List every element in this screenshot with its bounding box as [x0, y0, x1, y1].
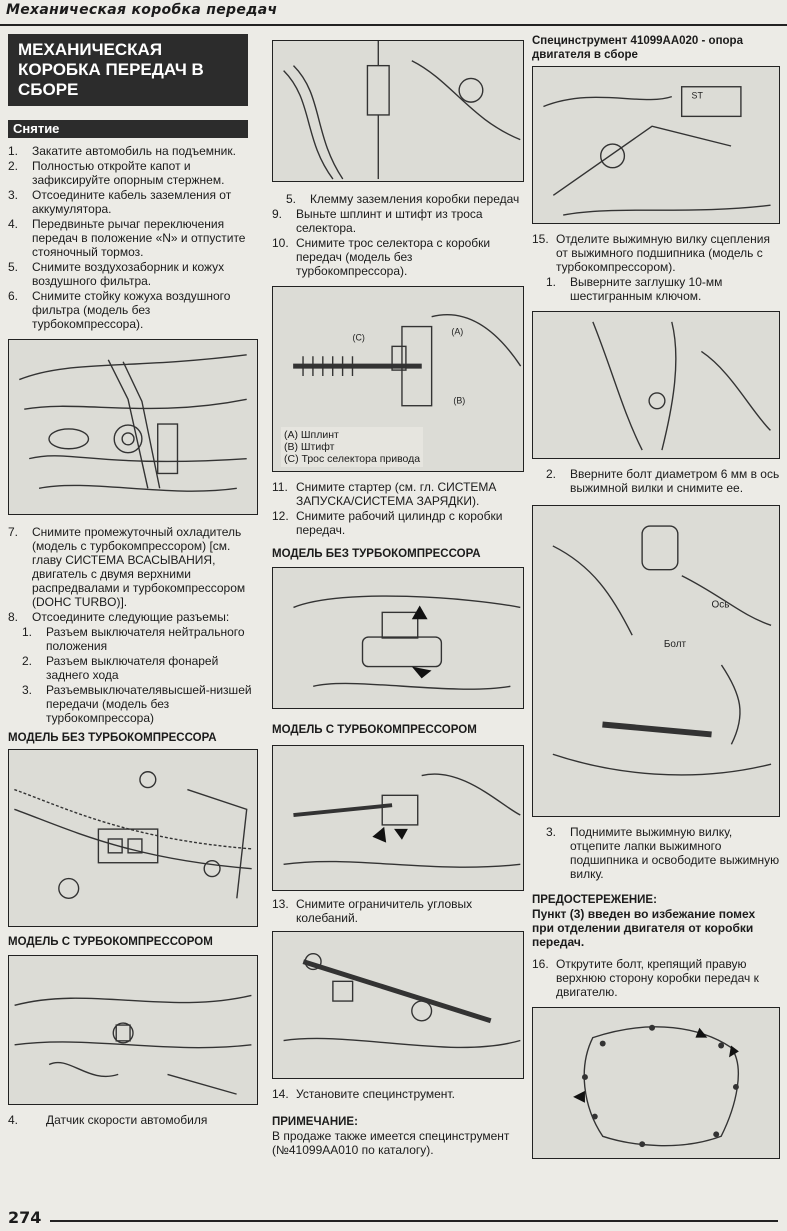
steps-list-4	[272, 192, 524, 278]
heading-turbo-2: МОДЕЛЬ С ТУРБОКОМПРЕССОРОМ	[272, 724, 477, 736]
list-item: 10. Снимите трос селектора с коробки передач (модель без турбокомпрессора).	[272, 236, 491, 278]
list-item: 14. Установите специнструмент.	[272, 1087, 455, 1101]
list-item: 2. Полностью откройте капот и зафиксируйте опорным стержнем.	[8, 159, 225, 187]
fork-shaft-illustration	[533, 506, 779, 816]
figure-selector-cable	[272, 286, 524, 472]
steps-list-2	[8, 525, 258, 624]
connectors-illustration	[9, 750, 257, 926]
cylinder-turbo-illustration	[273, 746, 523, 890]
list-item: 13. Снимите ограничитель угловых колебаний.	[272, 897, 473, 925]
heading-no-turbo-2: МОДЕЛЬ БЕЗ ТУРБОКОМПРЕССОРА	[272, 548, 481, 560]
list-item: 1. Выверните заглушку 10-мм шестигранным ключом.	[546, 275, 723, 303]
steps-list-9	[532, 957, 780, 999]
steps-list-3	[8, 1113, 258, 1127]
figure-special-tool	[532, 66, 780, 224]
list-item: 7. Снимите промежуточный охладитель (модель с турбокомпрессором) [см. главу СИСТЕМА ВСАСЫВАНИЯ, двигатель с двумя верхними распредвалами и турбокомпрессором (DOHC TURBO)].	[8, 525, 246, 609]
tool-caption: Специнструмент 41099AA020 - опора двигателя в сборе	[532, 35, 743, 61]
engine-bay-illustration	[9, 340, 257, 514]
figure-ground-terminal	[272, 40, 524, 182]
label-axis: Ось	[711, 599, 730, 611]
list-item: 2. Вверните болт диаметром 6 мм в ось выжимной вилки и снимите ее.	[546, 467, 780, 495]
page-header	[0, 0, 787, 26]
fig-label-b: (B)	[453, 395, 466, 406]
plug-illustration	[533, 312, 779, 458]
sub-steps-list	[22, 625, 258, 725]
list-item: 16. Открутите болт, крепящий правую верхнюю сторону коробки передач к двигателю.	[532, 957, 759, 999]
steps-list-6	[272, 897, 524, 925]
figure-speed-sensor	[8, 955, 258, 1105]
fig-label-a: (A)	[451, 326, 464, 337]
figure-connectors-no-turbo	[8, 749, 258, 927]
page-footer	[0, 1208, 787, 1231]
figure-pitching-stopper	[272, 931, 524, 1079]
footer-rule	[50, 1220, 778, 1222]
fig-label-st: ST	[691, 90, 703, 101]
figure-upper-bolt	[532, 1007, 780, 1159]
steps-list-8	[532, 232, 780, 274]
note-title: ПРИМЕЧАНИЕ:	[272, 1116, 358, 1128]
fig-label-c: (C)	[352, 332, 365, 343]
column-3	[532, 34, 780, 1159]
sub-steps-2	[546, 467, 780, 495]
figure-plug	[532, 311, 780, 459]
heading-no-turbo: МОДЕЛЬ БЕЗ ТУРБОКОМПРЕССОРА	[8, 732, 217, 744]
list-item: 4. Датчик скорости автомобиля	[8, 1113, 208, 1127]
figure-fork-shaft	[532, 505, 780, 817]
note-text: В продаже также имеется специнструмент (№41099AA010 по каталогу).	[272, 1129, 510, 1157]
ground-terminal-illustration	[273, 41, 523, 181]
list-item: 1. Разъем выключателя нейтрального положения	[22, 625, 245, 653]
speed-sensor-illustration	[9, 956, 257, 1104]
list-item: 3. Отсоедините кабель заземления от аккумулятора.	[8, 188, 232, 216]
steps-list-1	[8, 144, 258, 331]
upper-bolt-illustration	[533, 1008, 779, 1158]
list-item: 5. Клемму заземления коробки передач	[286, 192, 520, 206]
label-bolt: Болт	[663, 639, 687, 651]
sub-steps-3	[546, 825, 780, 881]
list-item: 8. Отсоедините следующие разъемы:	[8, 610, 230, 624]
sub-steps-1	[546, 275, 780, 303]
list-item: 15. Отделите выжимную вилку сцепления от выжимного подшипника (модель с турбокомпрессором).	[532, 232, 770, 274]
steps-list-5	[272, 480, 524, 537]
running-title: Механическая коробка передач	[6, 2, 278, 18]
list-item: 3. Разъемвыключателявысшей-низшей передачи (модель без турбокомпрессора)	[22, 683, 252, 725]
steps-list-7	[272, 1087, 524, 1101]
pitching-stopper-illustration	[273, 932, 523, 1078]
list-item: 1. Закатите автомобиль на подъемник.	[8, 144, 236, 158]
column-1	[8, 34, 258, 1128]
list-item: 5. Снимите воздухозаборник и кожух воздушного фильтра.	[8, 260, 225, 288]
list-item: 11. Снимите стартер (см. гл. СИСТЕМА ЗАПУСКА/СИСТЕМА ЗАРЯДКИ).	[272, 480, 497, 508]
list-item: 12. Снимите рабочий цилиндр с коробки передач.	[272, 509, 503, 537]
figure-cylinder-turbo	[272, 745, 524, 891]
special-tool-illustration	[533, 67, 779, 223]
warning-title: ПРЕДОСТЕРЕЖЕНИЕ:	[532, 894, 657, 906]
warning-text: Пункт (3) введен во избежание помех при отделении двигателя от коробки передач.	[532, 907, 756, 949]
figure-legend: (A) Шплинт (B) Штифт (C) Трос селектора привода	[281, 427, 423, 467]
page-number: 274	[8, 1208, 42, 1227]
list-item: 4. Передвиньте рычаг переключения передач в положение «N» и отпустите стояночный тормоз.	[8, 217, 246, 259]
list-item: 6. Снимите стойку кожуха воздушного фильтра (модель без турбокомпрессора).	[8, 289, 231, 331]
list-item: 9. Выньте шплинт и штифт из троса селектора.	[272, 207, 483, 235]
column-2	[272, 40, 524, 1157]
figure-air-filter-stay	[8, 339, 258, 515]
list-item: 2. Разъем выключателя фонарей заднего хода	[22, 654, 219, 682]
subsection-bar: Снятие	[8, 120, 248, 138]
section-main-title: МЕХАНИЧЕСКАЯ КОРОБКА ПЕРЕДАЧ В СБОРЕ	[8, 34, 248, 106]
list-item: 3. Поднимите выжимную вилку, отцепите лапки выжимного подшипника и освободите выжимную вилку.	[546, 825, 780, 881]
figure-cylinder-no-turbo	[272, 567, 524, 709]
heading-turbo: МОДЕЛЬ С ТУРБОКОМПРЕССОРОМ	[8, 936, 213, 948]
cylinder-no-turbo-illustration	[273, 568, 523, 708]
